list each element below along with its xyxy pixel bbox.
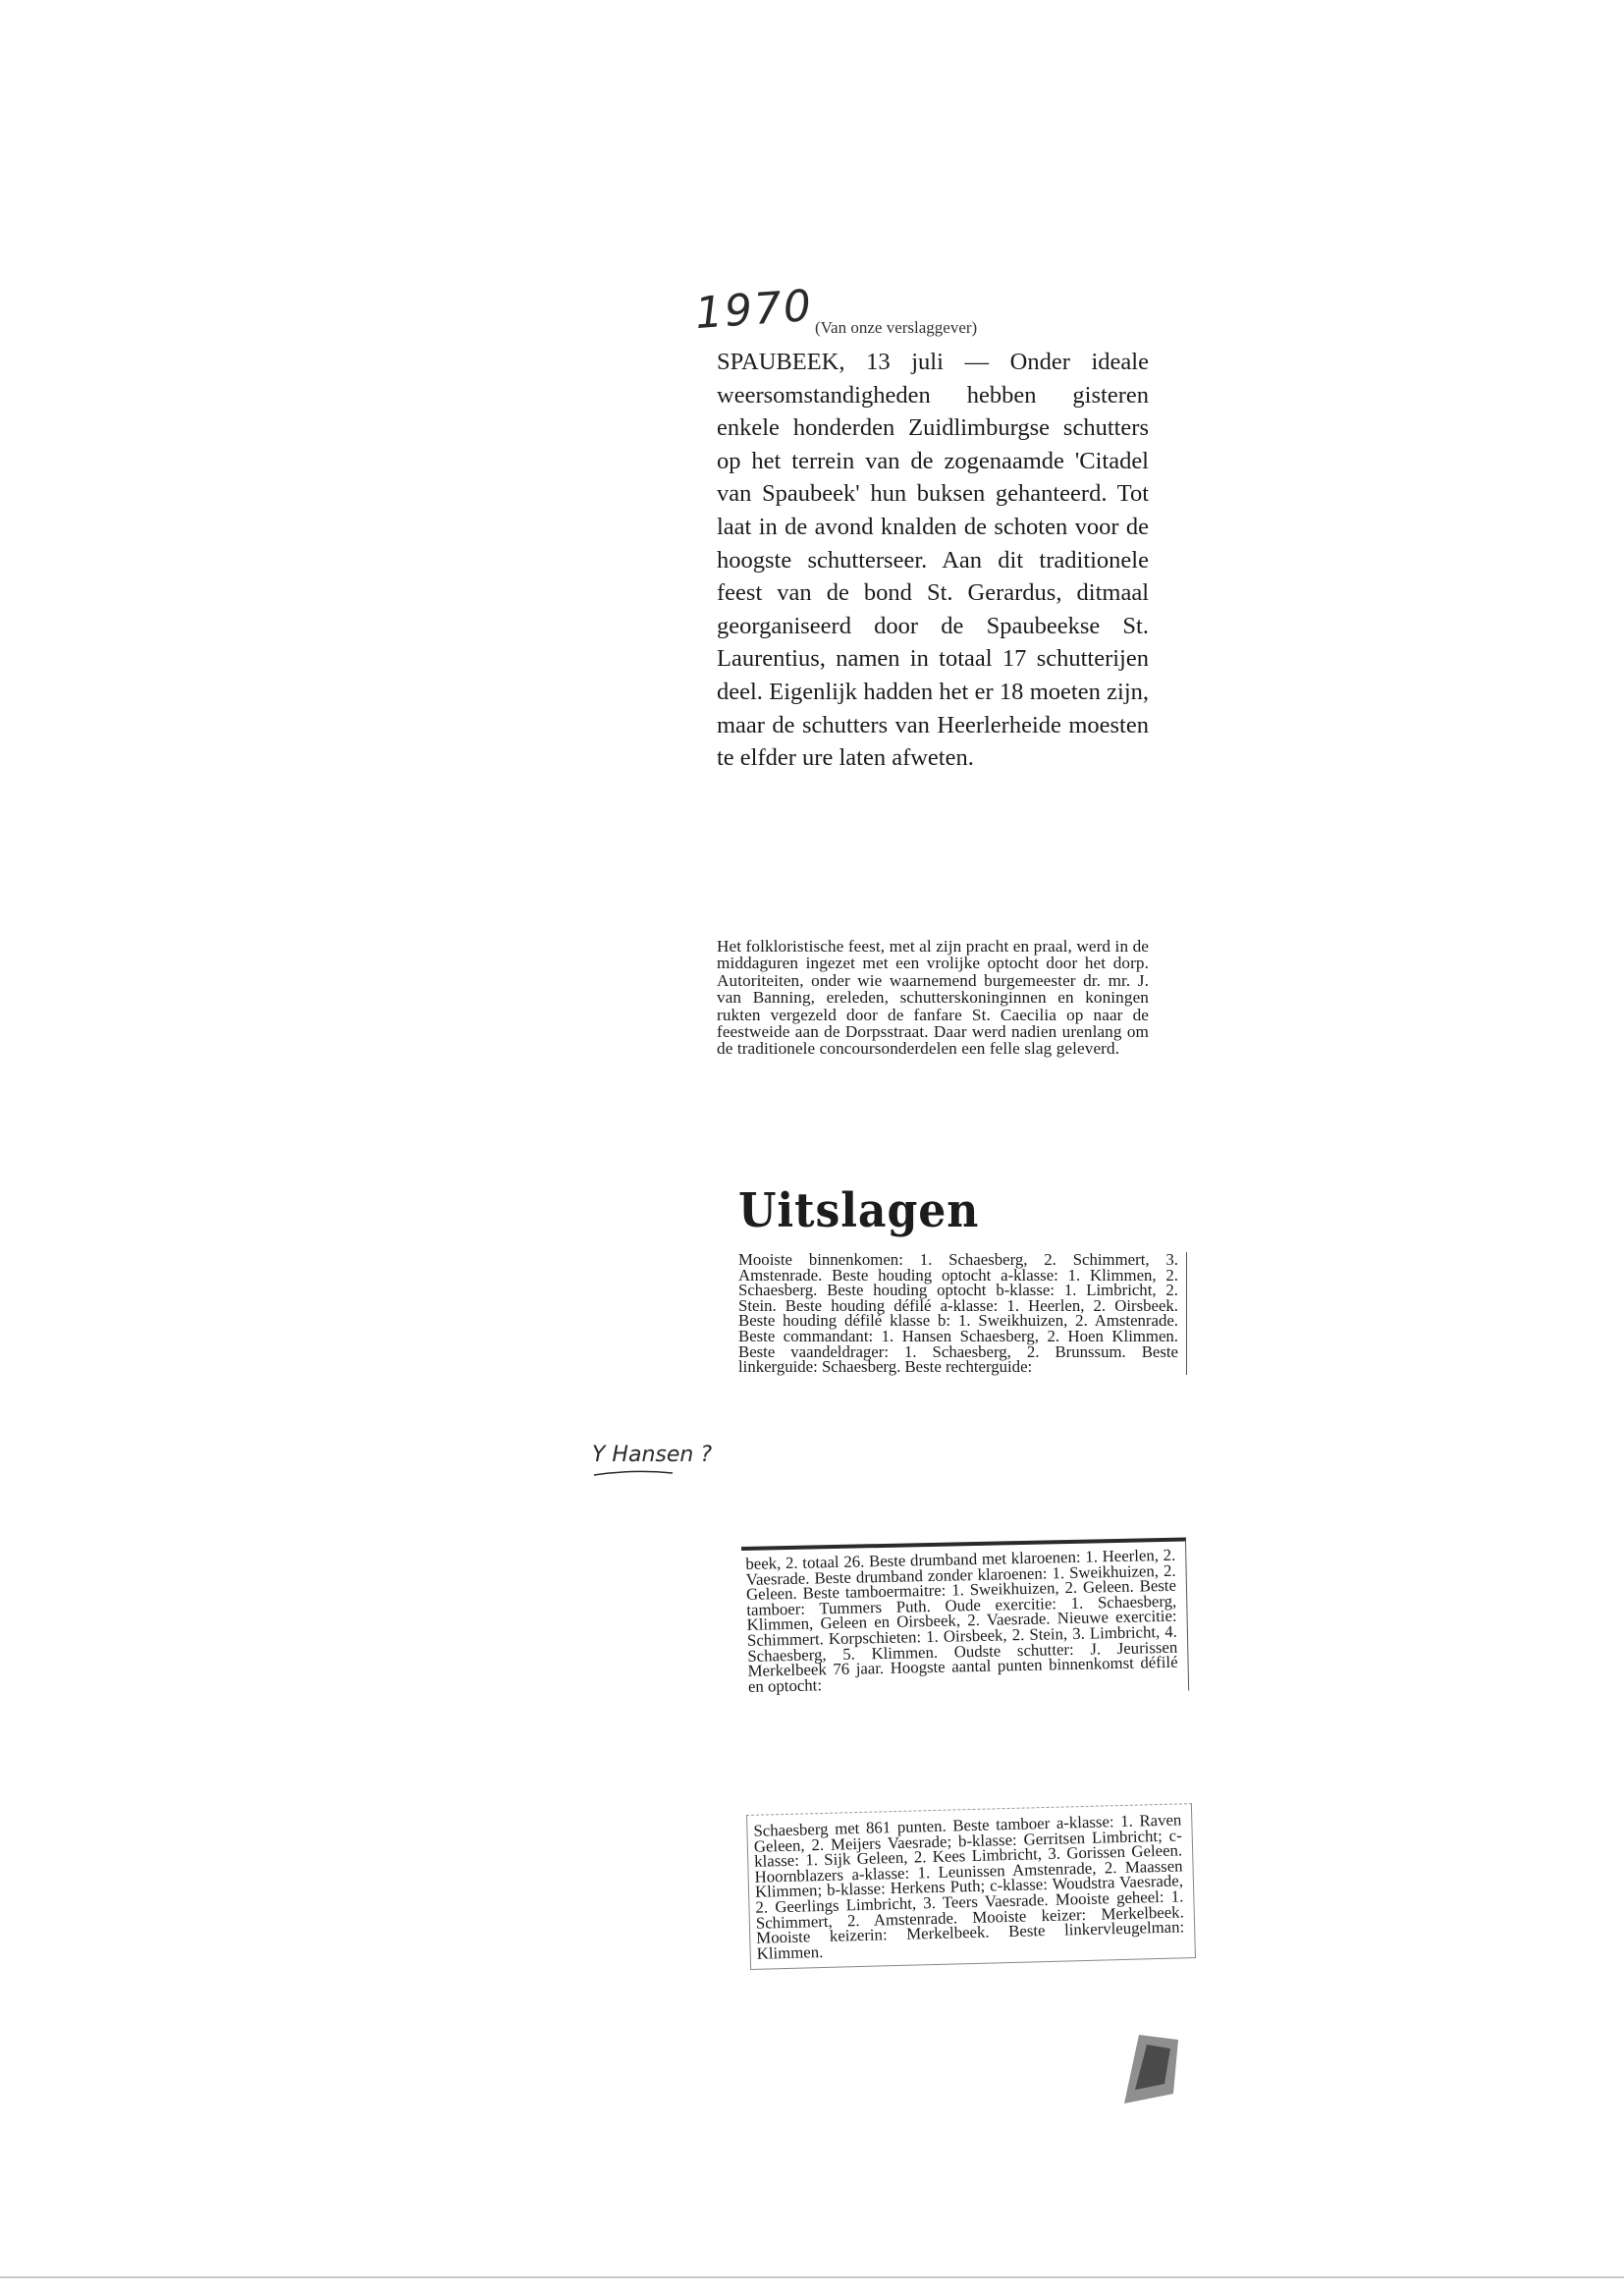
results-fragment-3: Schaesberg met 861 punten. Beste tamboer a-klasse: 1. Raven Geleen, 2. Meijers Vaesrade; b-klasse: Gerritsen Limbricht; c-klasse: 1. Sijk Geleen, 2. Kees Limbricht, 3. Gorissen Geleen. Hoornblazers a-klasse: 1. Leunissen Amstenrade, 2. Maassen Klimmen; b-klasse: Herkens Puth; c-klasse: Woudstra Vaesrade, 2. Geerlings Limbricht, 3. Teers Vaesrade. Mooiste geheel: 1. Schimmert, 2. Amstenrade. Mooiste keizer: Merkelbeek. Mooiste keizerin: Merkelbeek. Beste linkervleugelman: Klimmen. bbox=[746, 1803, 1196, 1970]
torn-corner-shadow bbox=[1119, 2035, 1178, 2104]
svg-text:Y Hansen ?: Y Hansen ? bbox=[592, 1443, 713, 1467]
article-body: Het folkloristische feest, met al zijn pracht en praal, werd in de middaguren ingezet met een vrolijke optocht door het dorp. Autoriteiten, onder wie waarnemend burgemeester dr. mr. J. van Banning, ereleden, schutterskoninginnen en koningen rukten vergezeld door de fanfare St. Caecilia op naar de feestweide aan de Dorpsstraat. Daar werd nadien urenlang om de traditionele concoursonderdelen een felle slag geleverd. bbox=[717, 937, 1149, 1059]
handwritten-year: 1970 bbox=[693, 280, 815, 340]
page-bottom-edge bbox=[0, 2276, 1624, 2278]
results-fragment-2: beek, 2. totaal 26. Beste drumband met klaroenen: 1. Heerlen, 2. Vaesrade. Beste drumband zonder klaroenen: 1. Sweikhuizen, 2. Geleen. Beste tamboermaitre: 1. Sweikhuizen, 2. Geleen. Beste tamboer: Tummers Puth. Oude exercitie: 1. Schaesberg, Klimmen, Geleen en Oirsbeek, 2. Vaesrade. Nieuwe exercitie: Schimmert. Korpschieten: 1. Oirsbeek, 2. Stein, 3. Limbricht, 4. Schaesberg, 5. Klimmen. Oudste schutter: J. Jeurissen Merkelbeek 76 jaar. Hoogste aantal punten binnenkomst défilé en optocht: bbox=[741, 1538, 1189, 1701]
byline: (Van onze verslaggever) bbox=[815, 318, 978, 337]
results-fragment-1: Mooiste binnenkomen: 1. Schaesberg, 2. Schimmert, 3. Amstenrade. Beste houding optocht a-klasse: 1. Klimmen, 2. Schaesberg. Beste houding optocht b-klasse: 1. Limbricht, 2. Stein. Beste houding défilé a-klasse: 1. Heerlen, 2. Oirsbeek. Beste houding défilé klasse b: 1. Sweikhuizen, 2. Amstenrade. Beste commandant: 1. Hansen Schaesberg, 2. Hoen Klimmen. Beste vaandeldrager: 1. Schaesberg, 2. Brunssum. Beste linkerguide: Schaesberg. Beste rechterguide: bbox=[738, 1252, 1187, 1375]
handwritten-margin-note bbox=[584, 1434, 722, 1483]
article-lead: SPAUBEEK, 13 juli — Onder ideale weersomstandigheden hebben gisteren enkele honderden Zuidlimburgse schutters op het terrein van de zogenaamde 'Citadel van Spaubeek' hun buksen gehanteerd. Tot laat in de avond knalden de schoten voor de hoogste schutterseer. Aan dit traditionele feest van de bond St. Gerardus, ditmaal georganiseerd door de Spaubeekse St. Laurentius, namen in totaal 17 schutterijen deel. Eigenlijk hadden het er 18 moeten zijn, maar de schutters van Heerlerheide moesten te elfder ure laten afweten. bbox=[717, 349, 1149, 772]
results-heading: Uitslagen bbox=[738, 1183, 980, 1238]
